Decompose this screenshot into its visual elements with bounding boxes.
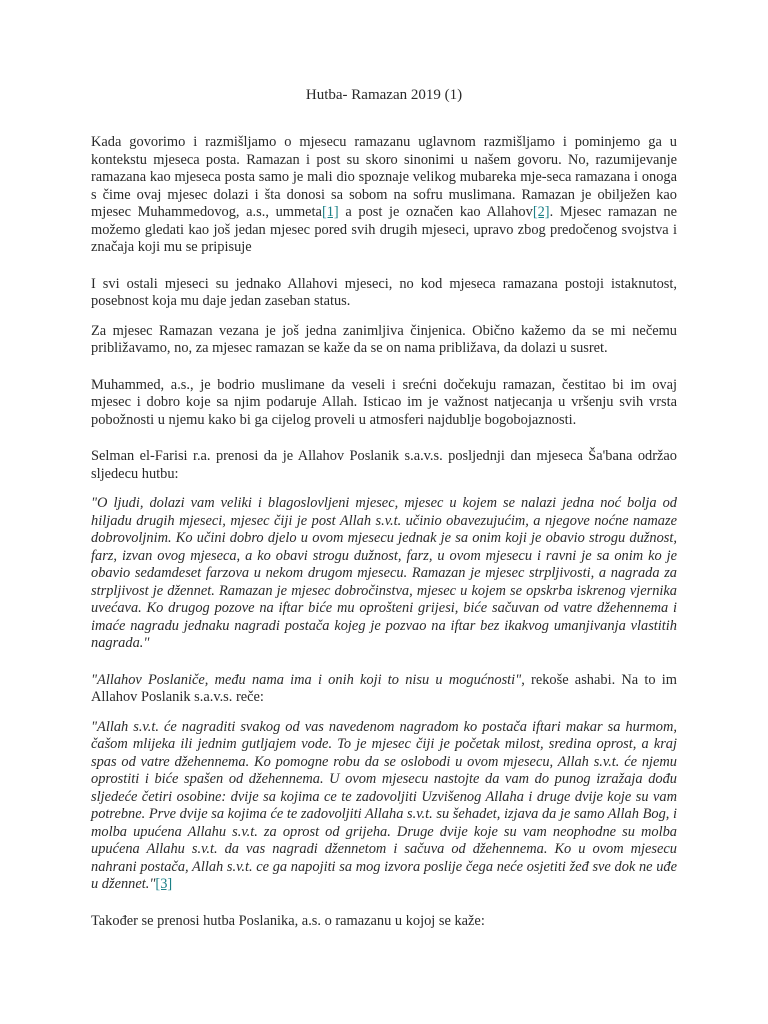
paragraph-7-rest: , rekoše ashabi. Na to im Allahov Poslanik s.a.v.s. reče: bbox=[91, 671, 677, 705]
paragraph-9: Također se prenosi hutba Poslanika, a.s. o ramazanu u kojoj se kaže: bbox=[91, 912, 485, 929]
document-body bbox=[91, 134, 677, 949]
paragraph-3: Za mjesec Ramazan vezana je još jedna zanimljiva činjenica. Obično kažemo da se mi nečemu približavamo, no, za mjesec ramazan se kaže da se on nama približava, da dolazi u susret. bbox=[91, 322, 677, 356]
hadith-quote-1: "O ljudi, dolazi vam veliki i blagoslovljeni mjesec, mjesec u kojem se nalazi jedna noć bolja od hiljadu drugih mjeseci, mjesec čiji je post Allah s.v.t. učinio obavezujućim, a njegove noćne namaze dobrovoljnim. Ko učini dobro djelo u ovom mjesecu jednak je sa onim koji je obavio strogu dužnost, farz, izvan ovog mjeseca, a ko obavi strogu dužnost, farz, u ovom mjesecu i ravni je sa onim ko je obavio sedamdeset farzova u nekom drugom mjesecu. Ramazan je mjesec strpljivosti, a nagrada za strpljivost je džennet. Ramazan je mjesec dobročinstva, mjesec u kojem se opskrba iskrenog vjernika uvećava. Ko drugog pozove na iftar biće mu oprošteni grijesi, biće sačuvan od vatre džehennema i imaće nagradu jednaku nagradi postača kojeg je pozvao na iftar bez ikakvog umanjivanja vlastitih nagrada." bbox=[91, 495, 677, 651]
hadith-quote-2-text: "Allah s.v.t. će nagraditi svakog od vas navedenom nagradom ko postača iftari makar sa hurmom, čašom mlijeka ili jednim gutljajem vode. To je mjesec čiji je početak milost, sredina oprost, a kraj spas od vatre džehennema. Ko pomogne robu da se oslobodi u ovom mjesecu, Allah s.v.t. će njemu oprostiti i biće spašen od džehennema. U ovom mjesecu nastojte da vam do punog izražaja dođu sljedeće četiri osobine: dvije sa kojima ce te zadovoljiti Uzvišenog Allaha i druge dvije koje su vam potrebne. Prve dvije sa kojima će te zadovoljiti Allaha s.v.t. su šehadet, izjava da je samo Allah Bog, i molba upućena Allahu s.v.t. za oprost od grijeha. Druge dvije koje su vam neophodne su molba upućena Allahu s.v.t. da vas nagradi džennetom i sačuva od džehennema. Ko u ovom mjesecu nahrani postača, Allah s.v.t. ce ga napojiti sa mog izvora poslije čega neće osjetiti žeđ sve dok ne uđe u džennet." bbox=[91, 718, 677, 892]
paragraph-1-text-c: . Mjesec ramazan ne možemo gledati kao još jedan mjesec pored svih drugih mjeseci, upravo zbog predočenog svojstva i značaja koji mu se pripisuje bbox=[91, 204, 677, 255]
footnote-ref-3[interactable]: [3] bbox=[155, 876, 173, 892]
paragraph-1 bbox=[91, 134, 677, 257]
paragraph-4: Muhammed, a.s., je bodrio muslimane da veseli i srećni dočekuju ramazan, čestitao bi im ovaj mjesec i dobro koje sa njim podaruje Allah. Isticao im je važnost natjecanja u vršenju svih vrsta pobožnosti u njemu kako bi ga cijelog proveli u atmosferi najdublje bogobojaznosti. bbox=[91, 376, 677, 428]
document-title: Hutba- Ramazan 2019 (1) bbox=[305, 87, 463, 103]
companions-quote: "Allahov Poslaniče, među nama ima i onih koji to nisu u mogućnosti" bbox=[91, 671, 522, 688]
footnote-ref-1[interactable]: [1] bbox=[321, 204, 339, 220]
hadith-quote-2 bbox=[91, 719, 677, 894]
paragraph-7 bbox=[91, 672, 677, 707]
paragraph-1-text-a: Kada govorimo i razmišljamo o mjesecu ramazanu uglavnom razmišljamo i pominjemo ga u kontekstu mjeseca posta. Ramazan i post su skoro sinonimi u našem govoru. No, razumijevanje ramazana kao mjeseca posta samo je mali dio spoznaje velikog mubareka mje-seca ramazana i onoga s čime ovaj mjesec dolazi i šta donosi sa sobom na sofru muslimana. Ramazan je obilježen kao mjesec Muhammedovog, a.s., ummeta bbox=[91, 134, 677, 220]
paragraph-2: I svi ostali mjeseci su jednako Allahovi mjeseci, no kod mjeseca ramazana postoji istaknutost, posebnost koja mu daje jedan zaseban status. bbox=[91, 275, 677, 309]
paragraph-1-text-b: a post je označen kao Allahov bbox=[338, 204, 533, 220]
footnote-ref-2[interactable]: [2] bbox=[532, 204, 550, 220]
paragraph-5: Selman el-Farisi r.a. prenosi da je Allahov Poslanik s.a.v.s. posljednji dan mjeseca Ša'bana održao sljedecu hutbu: bbox=[91, 448, 677, 482]
